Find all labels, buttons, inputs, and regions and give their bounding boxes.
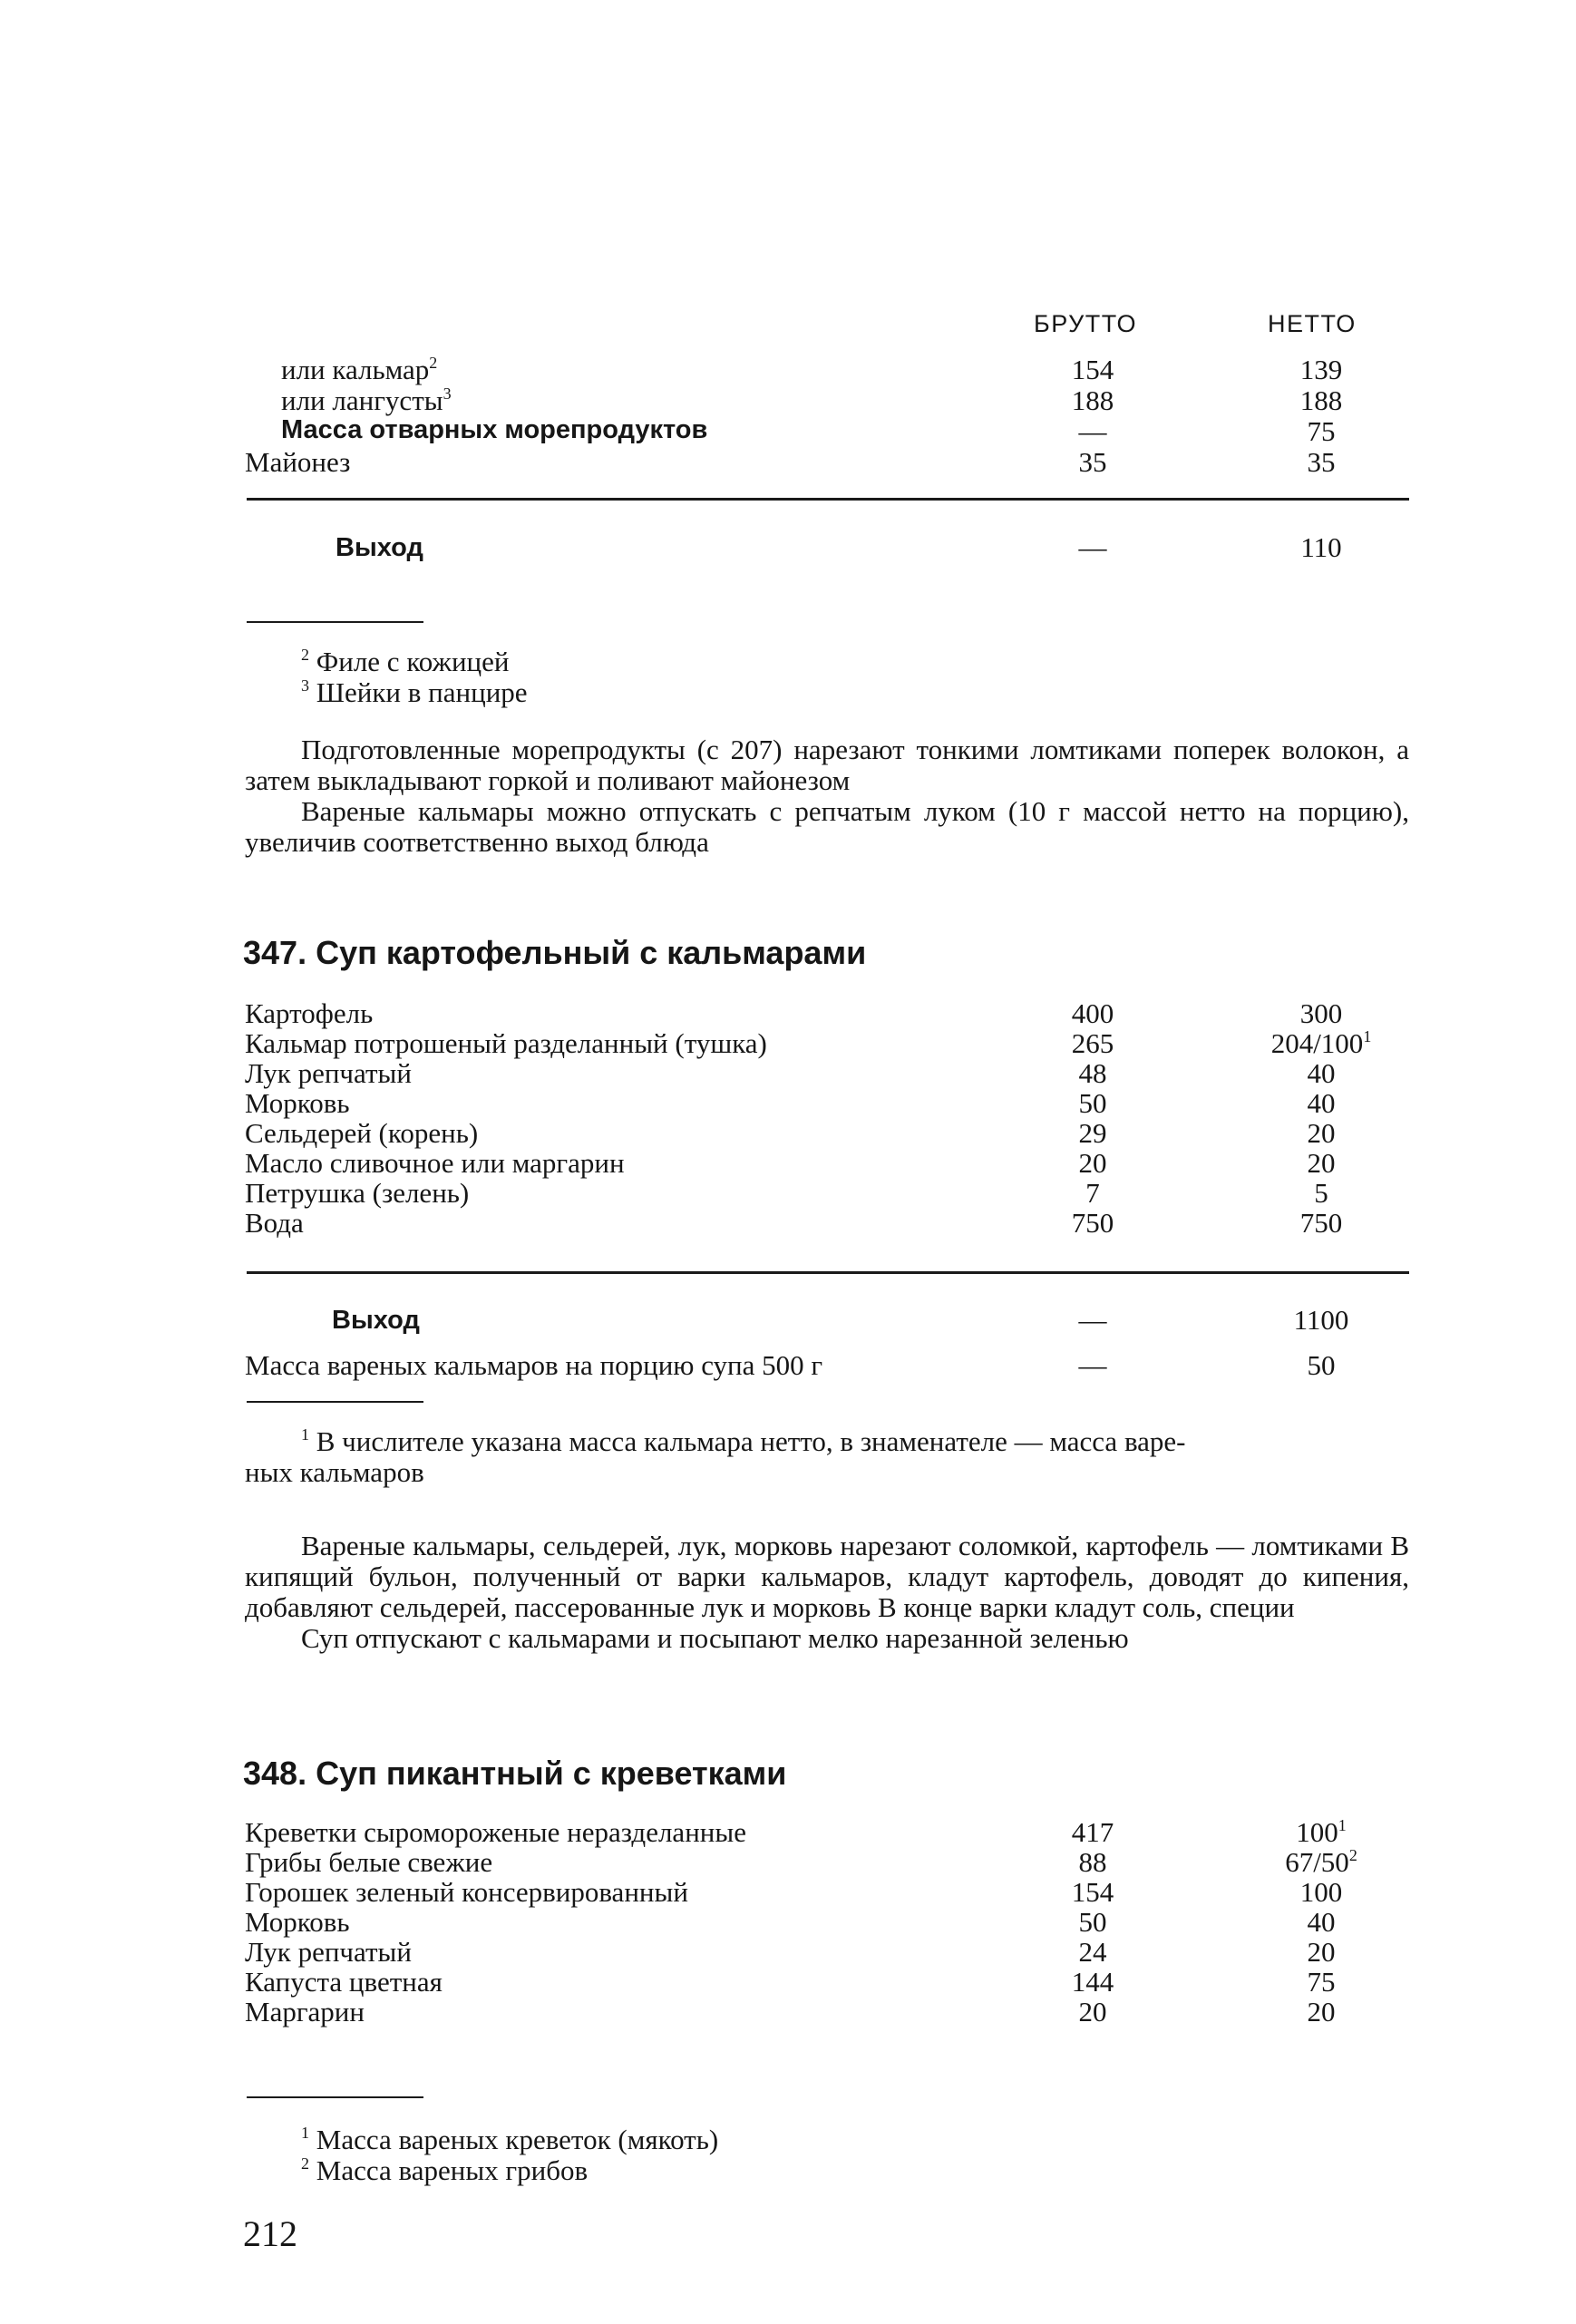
ingredient-row-name: Вода [245, 1207, 304, 1239]
footnote: $^1$ В числителе указана масса кальмара нетто, в знаменателе — масса варе- [301, 1425, 1186, 1457]
ingredient-row-name: или лангусты$^3$ [281, 384, 452, 416]
ingredient-row-name: Масса отварных морепродуктов [281, 415, 708, 444]
output-label: Выход [332, 1306, 420, 1335]
netto-value: 40 [1307, 1906, 1336, 1938]
paragraph: Подготовленные морепродукты (с 207) нарезают тонкими ломтиками поперек волокон, а затем выкладывают горкой и поливают майонезом [245, 734, 1409, 796]
netto-value: 20 [1307, 1996, 1336, 2027]
ingredient-row-name: или кальмар$^2$ [281, 354, 438, 385]
footnote: $^2$ Филе с кожицей [301, 646, 510, 677]
page-number: 212 [243, 2213, 297, 2254]
footnote-separator [247, 2096, 423, 2098]
brutto-value: 50 [1078, 1087, 1107, 1119]
netto-value: 188 [1299, 384, 1343, 416]
brutto-value: — [1078, 415, 1107, 447]
netto-value: 110 [1300, 531, 1342, 563]
brutto-value: 20 [1078, 1996, 1107, 2027]
ingredient-row-name: Грибы белые свежие [245, 1846, 493, 1878]
recipe-title: 348. Суп пикантный с креветками [243, 1755, 787, 1792]
footnote: $^2$ Масса вареных грибов [301, 2154, 589, 2186]
netto-value: 40 [1307, 1087, 1336, 1119]
brutto-value: 188 [1071, 384, 1114, 416]
brutto-value: — [1078, 1304, 1107, 1336]
netto-value: 75 [1307, 415, 1336, 447]
ingredient-row-name: Масло сливочное или маргарин [245, 1147, 625, 1179]
footnote: $^3$ Шейки в панцире [301, 676, 528, 708]
netto-value: 300 [1299, 997, 1343, 1029]
ingredient-row-name: Кальмар потрошеный разделанный (тушка) [245, 1027, 767, 1059]
ingredient-row-name: Масса вареных кальмаров на порцию супа 500 г [245, 1349, 823, 1381]
method-text [245, 1531, 1409, 1654]
ingredient-row-name: Сельдерей (корень) [245, 1117, 479, 1149]
brutto-value: 265 [1071, 1027, 1114, 1059]
footnote-separator [247, 621, 423, 623]
brutto-value: 417 [1071, 1816, 1114, 1848]
output-label: Выход [336, 533, 423, 562]
netto-header: НЕТТО [1268, 310, 1357, 337]
ingredient-row-name: Майонез [245, 446, 351, 478]
ingredient-row-name: Горошек зеленый консервированный [245, 1876, 688, 1908]
footnote: $^1$ Масса вареных креветок (мякоть) [301, 2124, 719, 2155]
brutto-value: 48 [1078, 1057, 1107, 1089]
recipe-title: 347. Суп картофельный с кальмарами [243, 934, 867, 971]
ingredient-row-name: Маргарин [245, 1996, 365, 2027]
netto-value: 75 [1307, 1966, 1336, 1998]
footnote-continuation: ных кальмаров [245, 1456, 424, 1488]
table-divider [247, 498, 1409, 501]
netto-value: 20 [1307, 1936, 1336, 1968]
brutto-value: — [1078, 531, 1107, 563]
ingredient-row-name: Лук репчатый [245, 1936, 412, 1968]
brutto-value: 35 [1078, 446, 1107, 478]
brutto-value: 50 [1078, 1906, 1107, 1938]
brutto-value: 400 [1071, 997, 1114, 1029]
brutto-value: 24 [1078, 1936, 1107, 1968]
brutto-value: 154 [1071, 354, 1114, 385]
netto-value: 50 [1307, 1349, 1336, 1381]
ingredient-row-name: Морковь [245, 1906, 350, 1938]
ingredient-row-name: Лук репчатый [245, 1057, 412, 1089]
netto-value: $204/100^1$ [1270, 1027, 1372, 1059]
netto-value: 20 [1307, 1117, 1336, 1149]
netto-value: 100 [1299, 1876, 1343, 1908]
netto-value: 1100 [1293, 1304, 1349, 1336]
netto-value: 20 [1307, 1147, 1336, 1179]
paragraph: Вареные кальмары можно отпускать с репчатым луком (10 г массой нетто на порцию), увеличив соответственно выход блюда [245, 795, 1409, 858]
netto-value: 35 [1307, 446, 1336, 478]
footnote-separator [247, 1401, 423, 1403]
brutto-value: 750 [1071, 1207, 1114, 1239]
ingredient-row-name: Креветки сыромороженые неразделанные [245, 1816, 746, 1848]
brutto-value: 144 [1071, 1966, 1114, 1998]
netto-value: $67/50^2$ [1285, 1846, 1357, 1878]
brutto-value: 7 [1085, 1177, 1100, 1209]
ingredient-row-name: Морковь [245, 1087, 350, 1119]
brutto-value: 154 [1071, 1876, 1114, 1908]
netto-value: 40 [1307, 1057, 1336, 1089]
netto-value: 5 [1314, 1177, 1328, 1209]
netto-value: $100^1$ [1296, 1816, 1347, 1848]
brutto-value: 29 [1078, 1117, 1107, 1149]
brutto-value: 20 [1078, 1147, 1107, 1179]
netto-value: 139 [1299, 354, 1343, 385]
paragraph: Вареные кальмары, сельдерей, лук, морковь нарезают соломкой, картофель — ломтиками В кипящий бульон, полученный от варки кальмаров, кладут картофель, доводят до кипения, добавляют сельдерей, пассерованные лук и морковь В конце варки кладут соль, специи [245, 1530, 1409, 1623]
ingredient-row-name: Капуста цветная [245, 1966, 443, 1998]
ingredient-row-name: Картофель [245, 997, 374, 1029]
netto-value: 750 [1299, 1207, 1343, 1239]
paragraph: Суп отпускают с кальмарами и посыпают мелко нарезанной зеленью [301, 1622, 1129, 1654]
table-divider [247, 1271, 1409, 1274]
brutto-value: — [1078, 1349, 1107, 1381]
brutto-value: 88 [1078, 1846, 1107, 1878]
ingredient-row-name: Петрушка (зелень) [245, 1177, 470, 1209]
method-text [245, 734, 1409, 858]
brutto-header: БРУТТО [1034, 310, 1138, 337]
